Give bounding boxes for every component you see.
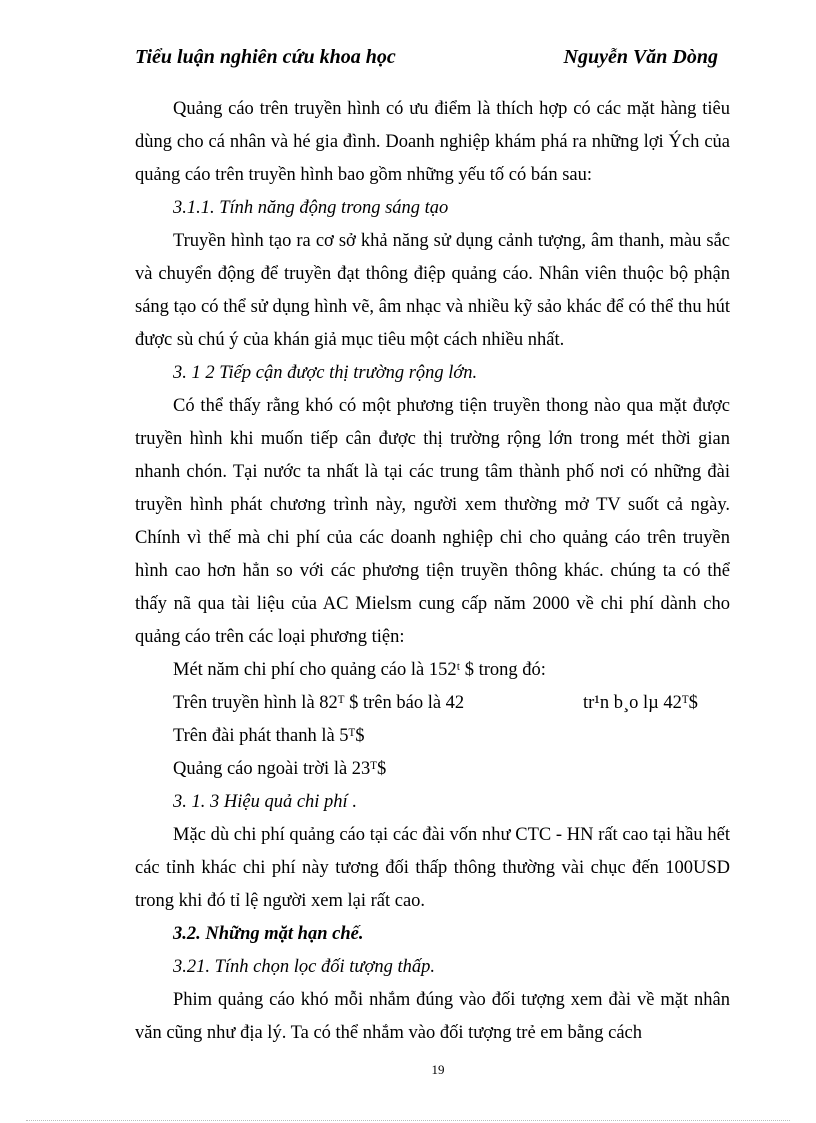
paragraph-low-selectivity: Phim quảng cáo khó mỗi nhắm đúng vào đối tượng xem đài về mặt nhân văn cũng như địa lý. Ta có thể nhắm vào đối tượng trẻ em bằng cách <box>135 990 730 1043</box>
header-title: Tiểu luận nghiên cứu khoa học <box>135 46 396 68</box>
paragraph-creativity: Truyền hình tạo ra cơ sở khả năng sử dụng cảnh tượng, âm thanh, màu sắc và chuyển động để truyền đạt thông điệp quảng cáo. Nhân viên thuộc bộ phận sáng tạo có thể sử dụng hình vẽ, âm nhạc và nhiều kỹ sảo khác để có thể thu hút được sù chú ý của khán giả mục tiêu một cách nhiều nhất. <box>135 231 730 350</box>
page-header <box>135 46 718 76</box>
section-heading-3-1-2: 3. 1 2 Tiếp cận được thị trường rộng lớn. <box>173 363 478 383</box>
section-heading-3-1-3: 3. 1. 3 Hiệu quả chi phí . <box>173 792 357 812</box>
paragraph-cost-efficiency: Mặc dù chi phí quảng cáo tại các đài vốn như CTC - HN rất cao tại hầu hết các tỉnh khác chi phí này tương đối thấp thông thường vài chục đến 100USD trong khi đó tỉ lệ người xem lại rất cao. <box>135 825 730 911</box>
cost-line-tv-text: Trên truyền hình là 82ᵀ $ trên báo là 42 <box>173 693 465 713</box>
section-heading-3-1-1: 3.1.1. Tính năng động trong sáng tạo <box>173 198 449 218</box>
cost-line-tv-garbled: tr¹n b¸o lµ 42ᵀ$ <box>583 693 698 713</box>
cost-line-radio: Trên đài phát thanh là 5ᵀ$ <box>173 726 365 746</box>
paragraph-intro: Quảng cáo trên truyền hình có ưu điểm là thích hợp có các mặt hàng tiêu dùng cho cá nhân và hé gia đình. Doanh nghiệp khám phá ra những lợi Ých của quảng cáo trên truyền hình bao gồm những yếu tố có bán sau: <box>135 99 730 185</box>
footer-divider <box>26 1120 790 1121</box>
paragraph-market-reach: Có thể thấy rằng khó có một phương tiện truyền thong nào qua mặt được truyền hình khi muốn tiếp cân được thị trường rộng lớn trong mét thời gian nhanh chón. Tại nước ta nhất là tại các trung tâm thành phố nơi có những đài truyền hình phát chương trình này, người xem thường mở TV suốt cả ngày. Chính vì thế mà chi phí của các doanh nghiệp chi cho quảng cáo trên truyền hình cao hơn hẳn so với các phương tiện truyền thông khác. chúng ta có thể thấy nã qua tài liệu của AC Mielsm cung cấp năm 2000 về chi phí dành cho quảng cáo trên các loại phương tiện: <box>135 396 730 647</box>
cost-line-tv <box>135 687 730 720</box>
header-author: Nguyễn Văn Dòng <box>563 46 718 68</box>
cost-line-outdoor: Quảng cáo ngoài trời là 23ᵀ$ <box>173 759 387 779</box>
page-number: 19 <box>431 1062 445 1077</box>
page-body <box>135 93 730 1050</box>
cost-line-total: Mét năm chi phí cho quảng cáo là 152ᵗ $ trong đó: <box>173 660 546 680</box>
section-heading-3-2-1: 3.21. Tính chọn lọc đối tượng thấp. <box>173 957 435 977</box>
section-heading-3-2: 3.2. Những mặt hạn chế. <box>173 924 364 944</box>
